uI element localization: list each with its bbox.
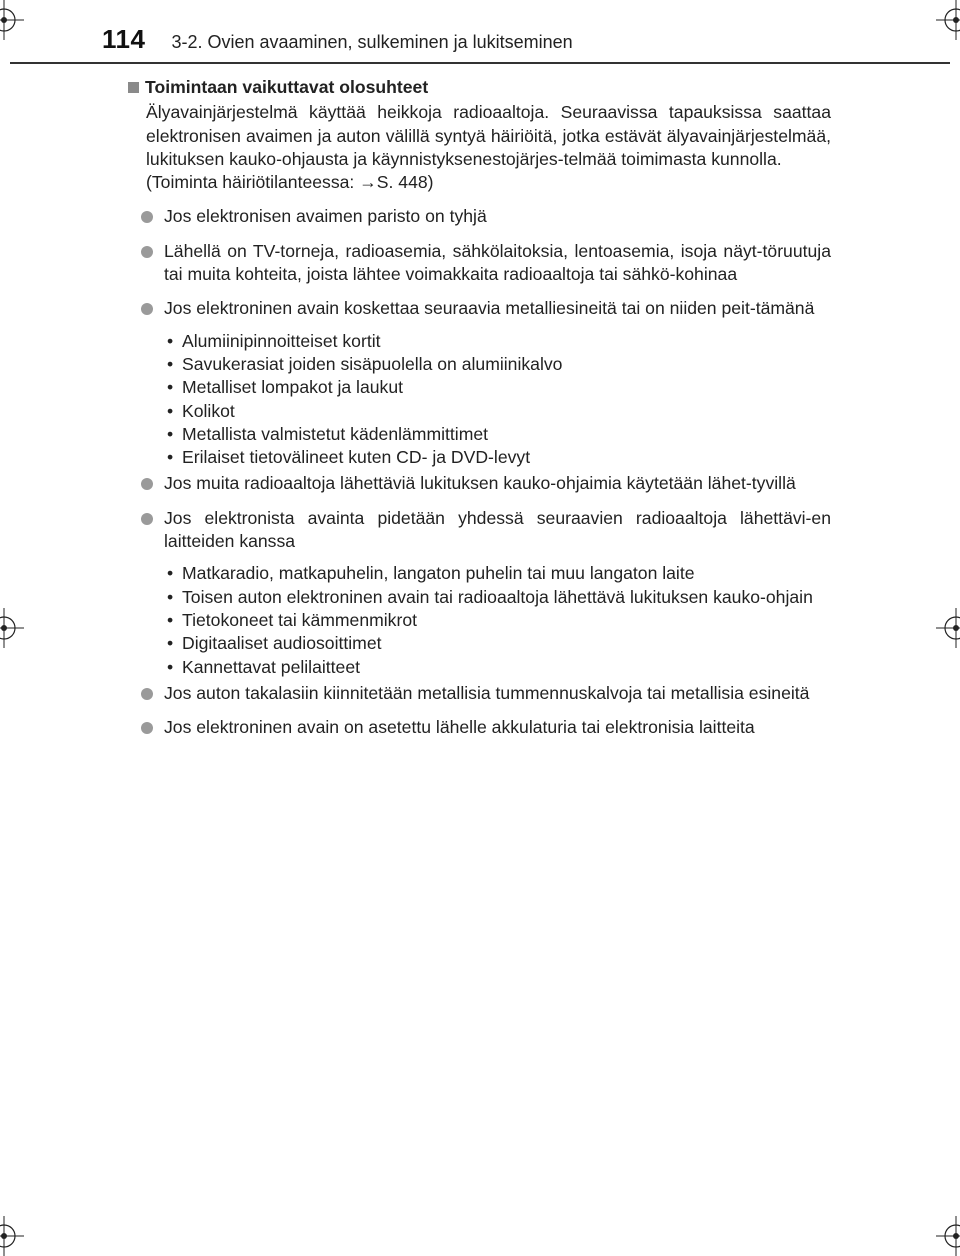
page-content (128, 76, 831, 739)
condition-text: Jos elektronista avainta pidetään yhdessä seuraavien radioaaltoja lähettävi-en laitteiden kanssa (164, 507, 831, 552)
condition-text: Jos elektroninen avain on asetettu lähelle akkulaturia tai elektronisia laitteita (164, 717, 755, 738)
circle-bullet-icon (141, 478, 153, 490)
condition-text: Jos muita radioaaltoja lähettäviä lukituksen kauko-ohjaimia käytetään lähet-tyvillä (164, 473, 796, 494)
dot-bullet-icon: • (167, 633, 174, 654)
section-title: 3-2. Ovien avaaminen, sulkeminen ja lukitseminen (171, 32, 573, 52)
circle-bullet-icon (141, 211, 153, 223)
page-number: 114 (102, 24, 146, 54)
list-item: • Digitaaliset audiosoittimet (164, 632, 831, 655)
registration-mark-icon (936, 0, 960, 40)
intro-paragraph: Älyavainjärjestelmä käyttää heikkoja radioaaltoja. Seuraavissa tapauksissa saattaa elektronisen avaimen ja auton välillä syntyä häiriöitä, jotka estävät älyavainjärjestelmää, lukituksen kauko-ohjausta ja käynnistyksenestojärjes-telmää toimimasta kunnolla. (146, 102, 831, 169)
section-heading (128, 76, 831, 99)
metal-items-list (164, 330, 831, 470)
registration-mark-icon (936, 608, 960, 648)
condition-text: Jos auton takalasiin kiinnitetään metallisia tummennuskalvoja tai metallisia esineitä (164, 682, 810, 703)
list-item: • Matkaradio, matkapuhelin, langaton puhelin tai muu langaton laite (164, 562, 831, 585)
dot-bullet-icon: • (167, 423, 174, 444)
condition-item (146, 472, 831, 495)
registration-mark-icon (0, 1216, 24, 1256)
condition-item (146, 682, 831, 705)
registration-mark-icon (0, 0, 24, 40)
dot-bullet-icon: • (167, 656, 174, 677)
circle-bullet-icon (141, 722, 153, 734)
page-reference: (Toiminta häiriötilanteessa: →S. 448) (146, 172, 434, 193)
list-item: • Toisen auton elektroninen avain tai radioaaltoja lähettävä lukituksen kauko-ohjain (164, 586, 831, 609)
registration-mark-icon (0, 608, 24, 648)
dot-bullet-icon: • (167, 400, 174, 421)
condition-text: Jos elektroninen avain koskettaa seuraavia metalliesineitä tai on niiden peit-tämänä (164, 298, 815, 319)
dot-bullet-icon: • (167, 353, 174, 374)
list-item: • Kannettavat pelilaitteet (164, 656, 831, 679)
page-header (102, 24, 573, 60)
circle-bullet-icon (141, 303, 153, 315)
list-item: • Tietokoneet tai kämmenmikrot (164, 609, 831, 632)
square-bullet-icon (128, 82, 139, 93)
header-divider (10, 62, 950, 64)
condition-item (146, 297, 831, 320)
dot-bullet-icon: • (167, 377, 174, 398)
condition-item (146, 716, 831, 739)
condition-text: Lähellä on TV-torneja, radioasemia, sähkölaitoksia, lentoasemia, isoja näyt-töruutuja tai muita kohteita, joista lähtee voimakkaita radioaaltoja tai sähkö-kohinaa (164, 240, 831, 285)
dot-bullet-icon: • (167, 609, 174, 630)
list-item: • Alumiinipinnoitteiset kortit (164, 330, 831, 353)
condition-item (146, 205, 831, 228)
list-item: • Metallista valmistetut kädenlämmittimet (164, 423, 831, 446)
device-items-list (164, 562, 831, 678)
condition-item (146, 240, 831, 287)
list-item: • Metalliset lompakot ja laukut (164, 376, 831, 399)
circle-bullet-icon (141, 513, 153, 525)
dot-bullet-icon: • (167, 330, 174, 351)
circle-bullet-icon (141, 688, 153, 700)
registration-mark-icon (936, 1216, 960, 1256)
list-item: • Erilaiset tietovälineet kuten CD- ja DVD-levyt (164, 446, 831, 469)
circle-bullet-icon (141, 246, 153, 258)
section-heading-text: Toimintaan vaikuttavat olosuhteet (145, 77, 429, 97)
dot-bullet-icon: • (167, 447, 174, 468)
condition-item (146, 507, 831, 554)
list-item: • Savukerasiat joiden sisäpuolella on alumiinikalvo (164, 353, 831, 376)
condition-text: Jos elektronisen avaimen paristo on tyhjä (164, 206, 487, 227)
dot-bullet-icon: • (167, 586, 174, 607)
list-item: • Kolikot (164, 400, 831, 423)
dot-bullet-icon: • (167, 563, 174, 584)
